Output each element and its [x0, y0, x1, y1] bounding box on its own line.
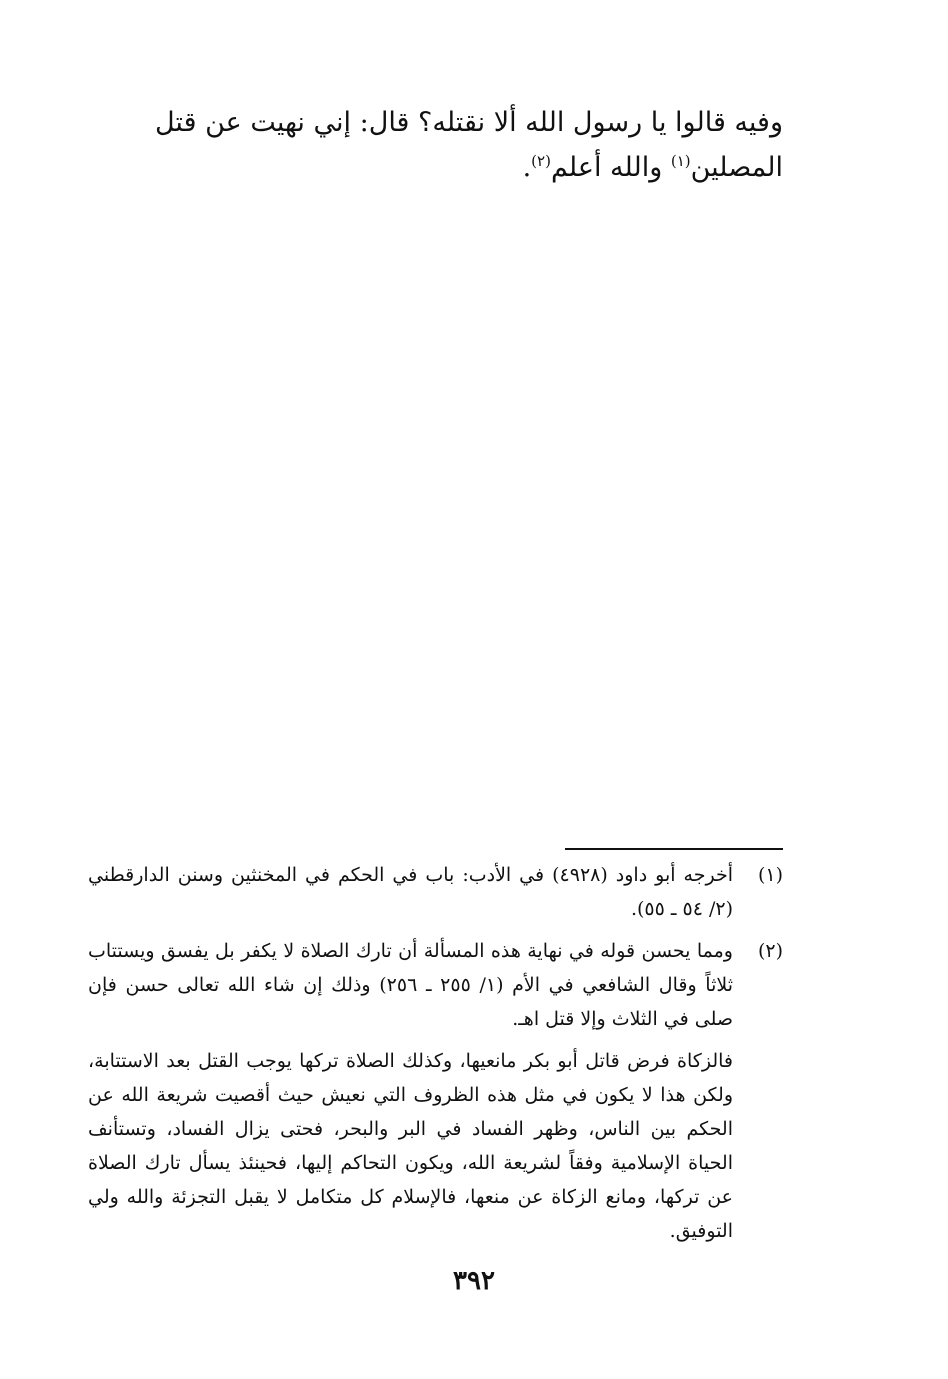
footnote-paragraph: أخرجه أبو داود (٤٩٢٨) في الأدب: باب في الحكم في المخنثين وسنن الدارقطني (٢/ ٥٤ ـ ٥٥).: [88, 864, 733, 920]
main-text-part-2: والله أعلم: [550, 152, 671, 183]
footnote-1: [88, 858, 783, 926]
main-text: [83, 100, 783, 190]
footnote-ref-1[interactable]: (١): [670, 152, 691, 170]
footnote-2: [88, 934, 783, 1248]
footnote-body: [88, 858, 733, 926]
page-number: ٣٩٢: [453, 1266, 495, 1296]
footnote-number: (١): [757, 864, 783, 886]
main-paragraph: [83, 100, 783, 190]
main-text-end: .: [522, 152, 532, 183]
footnote-body: [88, 934, 733, 1248]
footnote-paragraph: فالزكاة فرض قاتل أبو بكر مانعيها، وكذلك الصلاة تركها يوجب القتل بعد الاستتابة، ولكن هذا لا يكون في مثل هذه الظروف التي نعيش حيث أقصيت شريعة الله عن الحكم بين الناس، وظهر الفساد في البر والبحر، فحتى يزال الفساد، وتستأنف الحياة الإسلامية وفقاً لشريعة الله، ويكون التحاكم إليها، فحينئذ يسأل تارك الصلاة عن تركها، ومانع الزكاة عن منعها، فالإسلام كل متكامل لا يقبل التجزئة والله ولي التوفيق.: [88, 1050, 733, 1242]
footnote-separator: [565, 848, 783, 850]
main-text-part-1: وفيه قالوا يا رسول الله ألا نقتله؟ قال: إني نهيت عن قتل المصلين: [154, 107, 783, 183]
footnote-number: (٢): [757, 940, 783, 962]
footnote-paragraph: ومما يحسن قوله في نهاية هذه المسألة أن تارك الصلاة لا يكفر بل يفسق ويستتاب ثلاثاً وقال الشافعي في الأم (١/ ٢٥٥ ـ ٢٥٦) وذلك إن شاء الله تعالى حسن فإن صلى في الثلاث وإلا قتل اهـ.: [88, 940, 733, 1030]
footnotes: [88, 858, 783, 1256]
footnote-ref-2[interactable]: (٢): [531, 152, 551, 170]
